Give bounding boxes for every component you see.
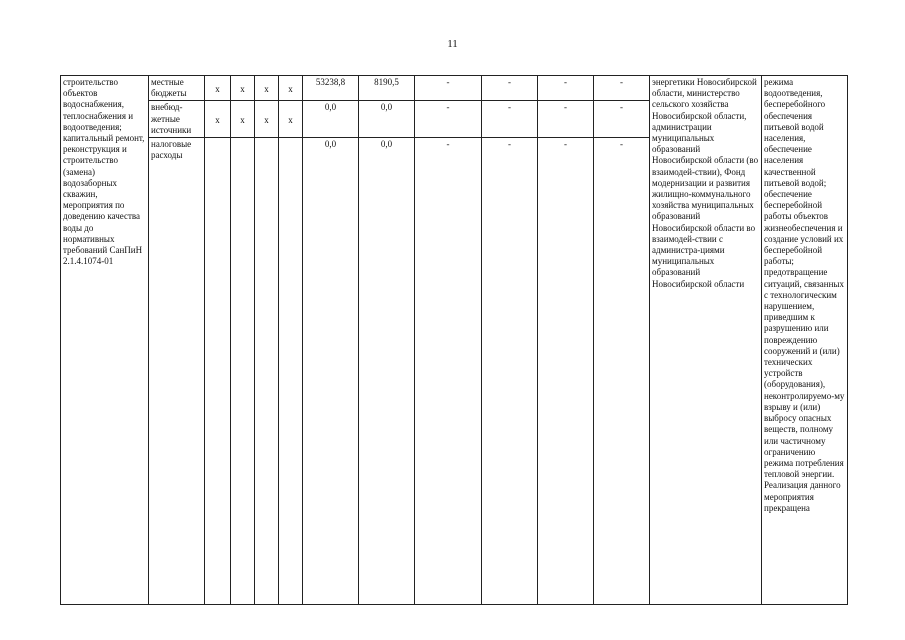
dash-cell: - (482, 101, 538, 138)
table-row (61, 76, 848, 101)
budget-table (60, 75, 848, 605)
value-cell: 53238,8 (303, 76, 359, 101)
funding-source-cell: внебюд-жетные источники (149, 101, 205, 138)
value-cell: 0,0 (359, 138, 415, 605)
page-number: 11 (447, 38, 458, 50)
x-mark-cell: x (205, 101, 231, 138)
dash-cell: - (594, 101, 650, 138)
dash-cell: - (482, 76, 538, 101)
x-mark-cell: x (231, 76, 255, 101)
empty-cell (255, 138, 279, 605)
empty-cell (205, 138, 231, 605)
dash-cell: - (538, 76, 594, 101)
x-mark-cell: x (231, 101, 255, 138)
value-cell: 8190,5 (359, 76, 415, 101)
funding-source-cell: налоговые расходы (149, 138, 205, 605)
dash-cell: - (538, 101, 594, 138)
value-cell: 0,0 (303, 138, 359, 605)
dash-cell: - (415, 138, 482, 605)
empty-cell (231, 138, 255, 605)
executors-cell: энергетики Новосибирской области, министерство сельского хозяйства Новосибирской области, администрации муниципальных образований Новосибирской области (во взаимодей-ствии), Фонд модернизации и развития жилищно-коммунального хозяйства муниципальных образований Новосибирской области во взаимодей-ствии с администра-циями муниципальных образований Новосибирской области (650, 76, 762, 605)
value-cell: 0,0 (303, 101, 359, 138)
empty-cell (279, 138, 303, 605)
x-mark-cell: x (205, 76, 231, 101)
activity-description-cell: строительство объектов водоснабжения, теплоснабжения и водоотведения; капитальный ремонт, реконструкция и строительство (замена) водозаборных скважин, мероприятия по доведению качества воды до нормативных требований СанПиН 2.1.4.1074-01 (61, 76, 149, 605)
x-mark-cell: x (279, 76, 303, 101)
dash-cell: - (482, 138, 538, 605)
x-mark-cell: x (279, 101, 303, 138)
dash-cell: - (538, 138, 594, 605)
dash-cell: - (415, 101, 482, 138)
x-mark-cell: x (255, 101, 279, 138)
x-mark-cell: x (255, 76, 279, 101)
expected-result-cell: режима водоотведения, бесперебойного обеспечения питьевой водой населения, обеспечение населения качественной питьевой водой; обеспечение бесперебойной работы объектов жизнеобеспечения и создание условий их бесперебойной работы; предотвращение ситуаций, связанных с технологическим нарушением, приведшим к разрушению или повреждению сооружений и (или) технических устройств (оборудования), неконтролируемо-му взрыву и (или) выбросу опасных веществ, полному или частичному ограничению режима потребления тепловой энергии. Реализация данного мероприятия прекращена (762, 76, 848, 605)
value-cell: 0,0 (359, 101, 415, 138)
dash-cell: - (594, 76, 650, 101)
dash-cell: - (594, 138, 650, 605)
dash-cell: - (415, 76, 482, 101)
funding-source-cell: местные бюджеты (149, 76, 205, 101)
